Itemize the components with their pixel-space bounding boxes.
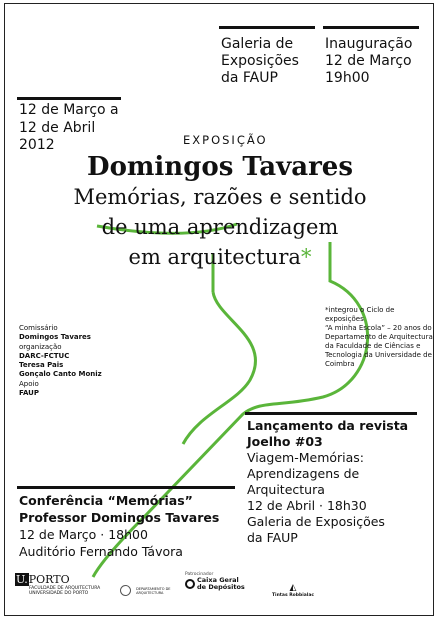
credit-label: Apoio bbox=[19, 379, 39, 388]
launch-heading: Lançamento da revista bbox=[247, 418, 409, 433]
artist-name: Domingos Tavares bbox=[87, 152, 353, 182]
opening-line: 12 de Março bbox=[325, 53, 412, 69]
exhibition-label: EXPOSIÇÃO bbox=[183, 133, 268, 147]
uporto-logo bbox=[15, 574, 115, 596]
footnote-line: “A minha Escola” – 20 anos do bbox=[325, 324, 432, 332]
footnote-line: Tecnologia da Universidade de bbox=[325, 351, 432, 359]
dates-block bbox=[19, 102, 119, 155]
conference-heading: Conferência “Memórias” bbox=[19, 493, 193, 508]
tintas-logo bbox=[263, 584, 323, 598]
launch-detail: da FAUP bbox=[247, 530, 298, 545]
opening-block bbox=[325, 36, 412, 87]
cgd-name: de Depósitos bbox=[197, 583, 245, 591]
credit-value: Gonçalo Canto Moniz bbox=[19, 370, 102, 379]
tintas-icon: ◭ bbox=[289, 583, 297, 593]
launch-detail: Arquitectura bbox=[247, 482, 325, 497]
credit-value: DARC-FCTUC bbox=[19, 351, 70, 360]
launch-detail: 12 de Abril · 18h30 bbox=[247, 498, 367, 513]
footnote-line: Coimbra bbox=[325, 360, 355, 368]
venue-line: Exposições bbox=[221, 53, 299, 69]
date-line: 12 de Abril bbox=[19, 119, 96, 136]
uporto-name: PORTO bbox=[28, 573, 70, 586]
credit-value: Teresa Pais bbox=[19, 361, 64, 370]
launch-heading: Joelho #03 bbox=[247, 434, 323, 449]
darc-name: DEPARTAMENTO DE ARQUITECTURA bbox=[136, 586, 171, 595]
cgd-icon bbox=[185, 579, 195, 589]
date-line: 12 de Março a bbox=[19, 102, 119, 118]
header-rule-opening bbox=[323, 26, 419, 29]
conference-detail: Auditório Fernando Távora bbox=[19, 544, 183, 559]
subtitle-line: de uma aprendizagem bbox=[101, 215, 339, 239]
cgd-logo bbox=[185, 572, 247, 591]
credits bbox=[19, 324, 102, 398]
cgd-name: Caixa Geral bbox=[197, 576, 239, 584]
darc-logo bbox=[120, 580, 190, 599]
subtitle-line-text: em arquitectura bbox=[128, 245, 301, 269]
footnote-line: *integrou o Ciclo de exposições bbox=[325, 306, 395, 323]
asterisk: * bbox=[300, 245, 312, 269]
conference-detail: 12 de Março · 18h00 bbox=[19, 527, 148, 542]
subtitle-line bbox=[5, 242, 435, 272]
date-line: 2012 bbox=[19, 137, 55, 153]
opening-line: Inauguração bbox=[325, 36, 413, 52]
footnote-line: Departamento de Arquitectura bbox=[325, 333, 433, 341]
dates-rule bbox=[17, 97, 121, 100]
conference-rule bbox=[17, 486, 235, 489]
conference-heading: Professor Domingos Tavares bbox=[19, 510, 220, 525]
seal-icon bbox=[120, 585, 131, 596]
tintas-name: Tintas Robbialac bbox=[271, 593, 315, 598]
poster bbox=[4, 3, 434, 616]
footnote-line: da Faculdade de Ciências e bbox=[325, 342, 421, 350]
uporto-subtitle: FACULDADE DE ARQUITECTURA UNIVERSIDADE DO PORTO bbox=[29, 586, 101, 596]
launch-detail: Aprendizagens de bbox=[247, 466, 360, 481]
launch-rule bbox=[245, 412, 417, 415]
launch-detail: Viagem-Memórias: bbox=[247, 450, 365, 465]
credit-value: FAUP bbox=[19, 389, 39, 398]
venue-block bbox=[221, 36, 299, 87]
venue-line: da FAUP bbox=[221, 70, 278, 86]
credit-label: Comissário bbox=[19, 324, 58, 332]
credit-value: Domingos Tavares bbox=[19, 333, 91, 342]
launch-block bbox=[247, 418, 408, 546]
venue-line: Galeria de bbox=[221, 36, 294, 52]
launch-detail: Galeria de Exposições bbox=[247, 514, 385, 529]
opening-line: 19h00 bbox=[325, 70, 370, 86]
header-rule-venue bbox=[219, 26, 315, 29]
patrocinador-label: Patrocinador bbox=[185, 572, 214, 577]
credit-label: organização bbox=[19, 342, 62, 351]
exhibition-subtitle bbox=[5, 182, 435, 272]
footnote bbox=[325, 306, 433, 369]
subtitle-line: Memórias, razões e sentido bbox=[73, 185, 367, 209]
conference-block bbox=[19, 492, 219, 560]
uporto-u: U. bbox=[16, 573, 28, 586]
